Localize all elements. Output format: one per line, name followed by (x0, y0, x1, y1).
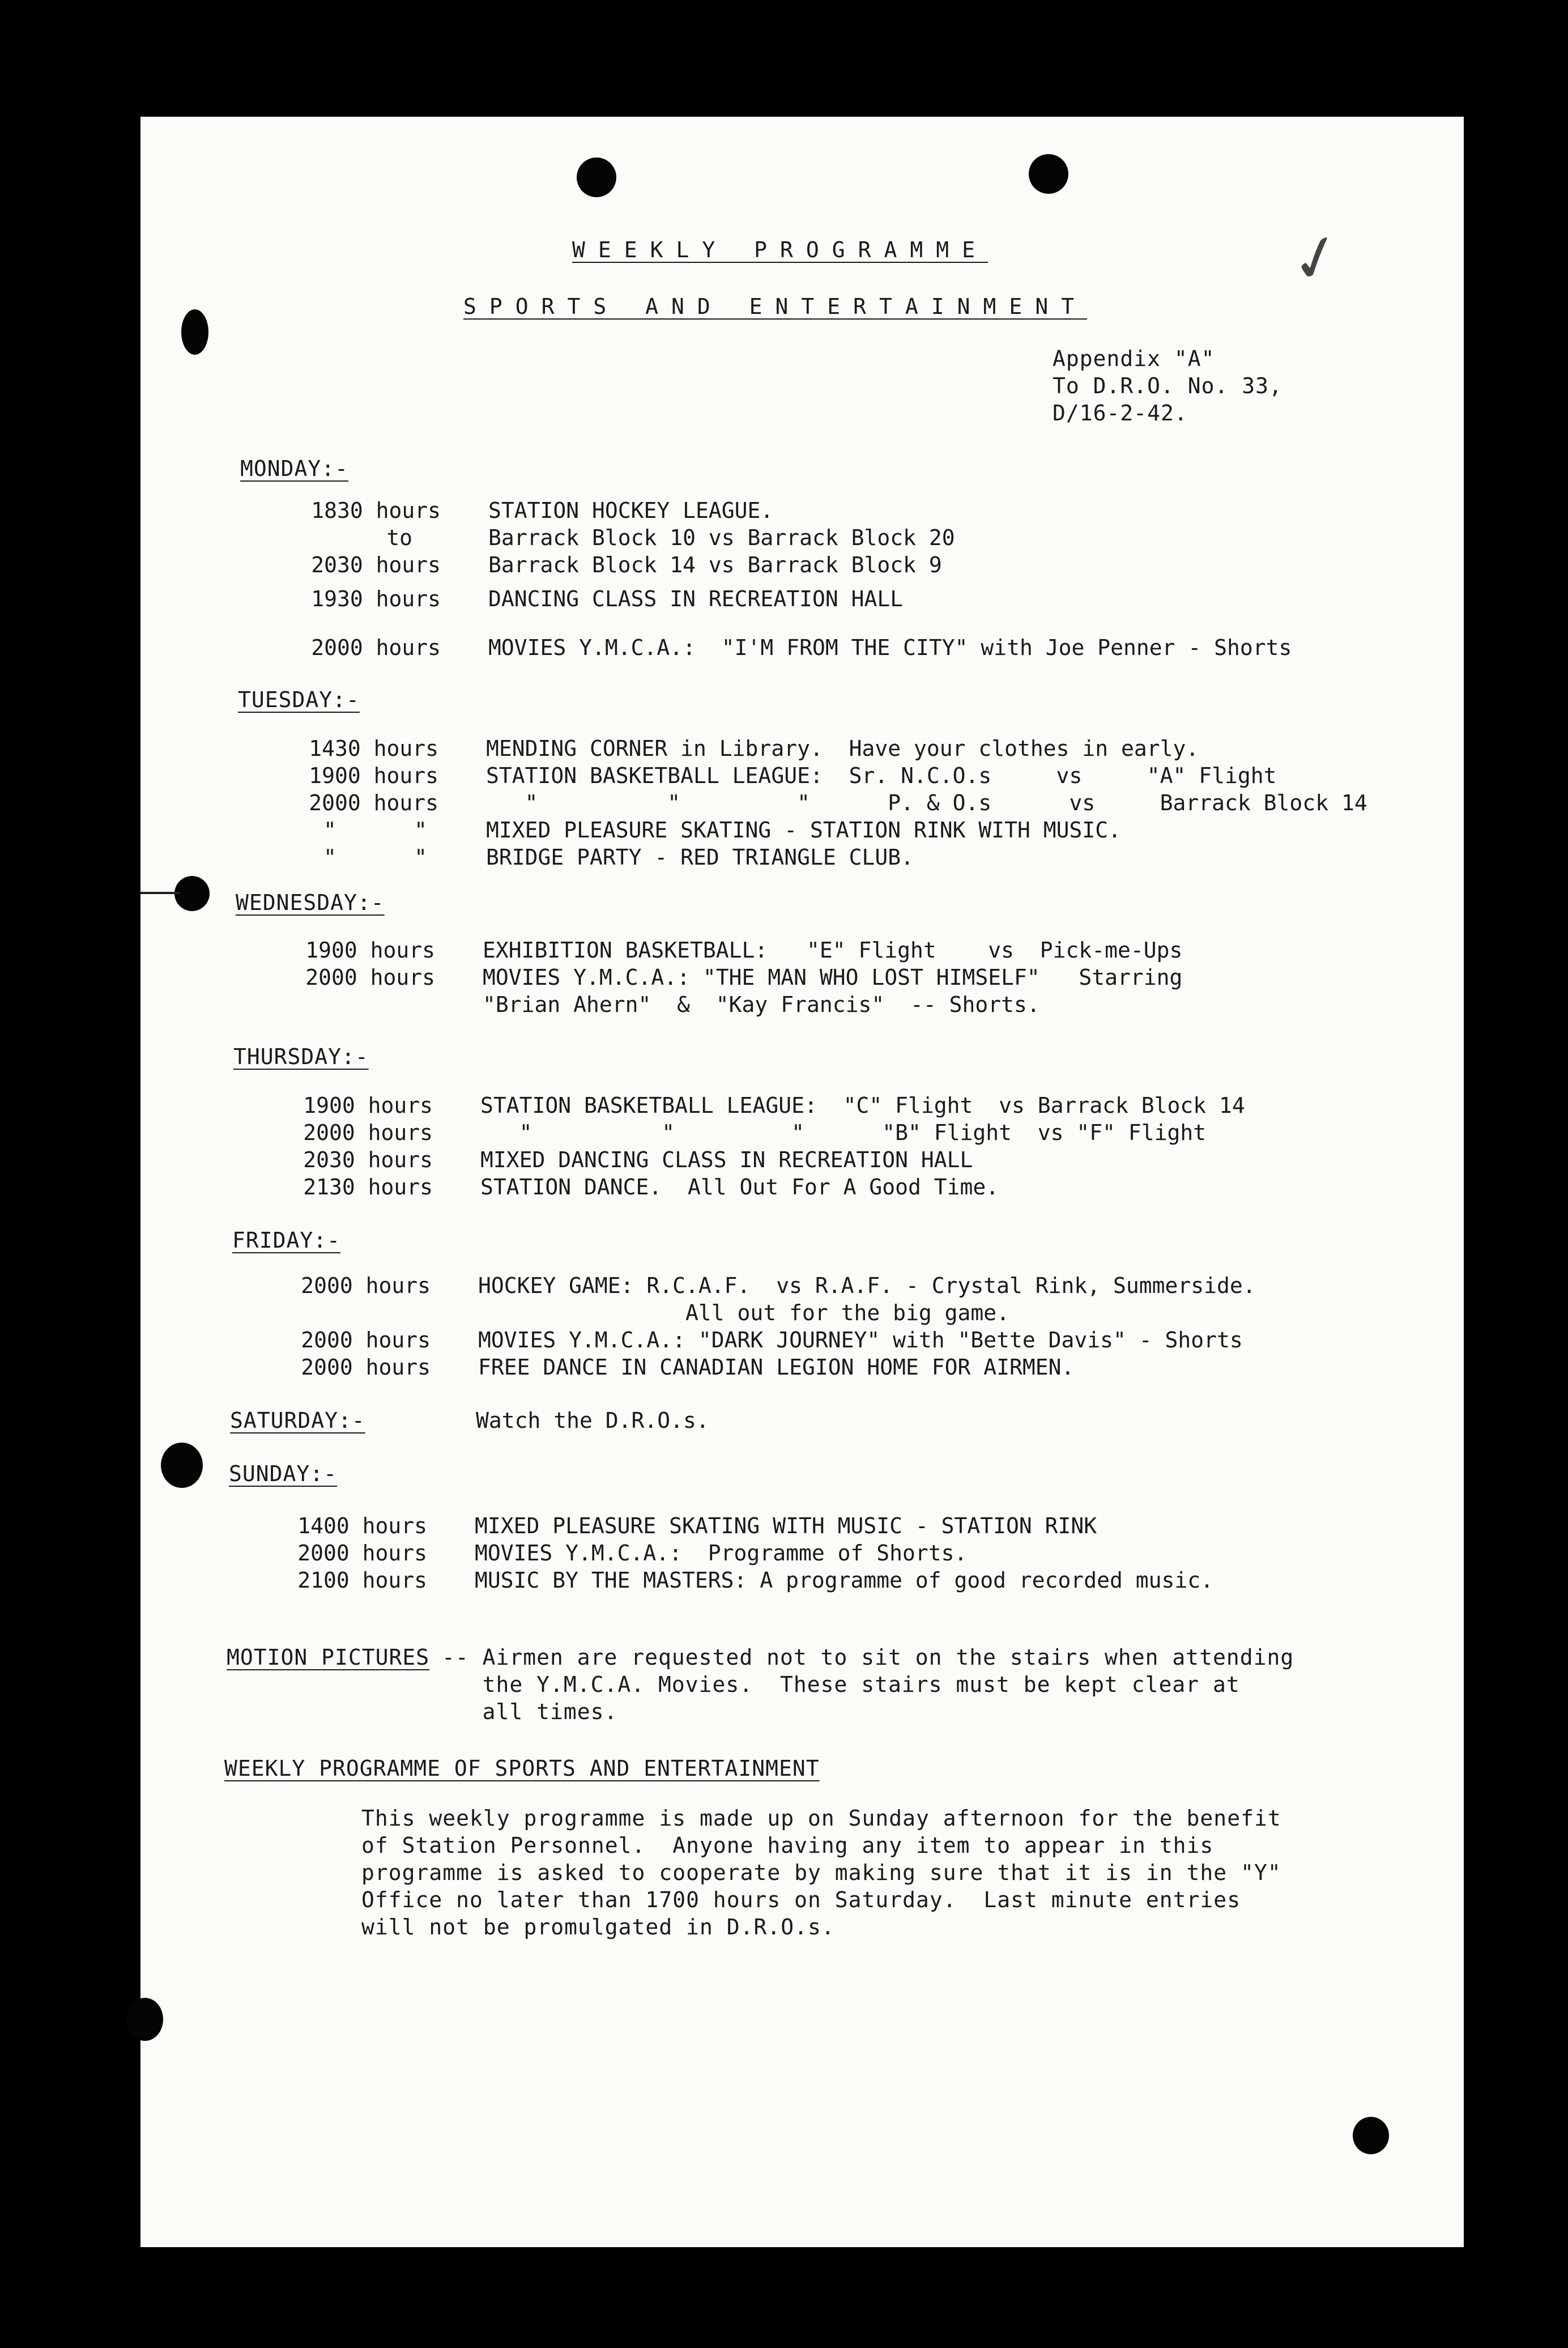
event-cell: MOVIES Y.M.C.A.: "DARK JOURNEY" with "Bette Davis" - Shorts (478, 1328, 1243, 1352)
time-cell: 2000 hours (301, 1355, 431, 1380)
time-cell: to (386, 525, 412, 550)
time-cell: 2000 hours (309, 790, 438, 815)
event-cell: MOVIES Y.M.C.A.: "I'M FROM THE CITY" with Joe Penner - Shorts (488, 635, 1292, 660)
time-cell: 1930 hours (311, 586, 441, 611)
weekly-note-line: of Station Personnel. Anyone having any item to appear in this (361, 1833, 1214, 1858)
time-cell: " " (323, 818, 427, 843)
motion-pictures-line: -- Airmen are requested not to sit on the stairs when attending (442, 1645, 1294, 1670)
event-cell: EXHIBITION BASKETBALL: "E" Flight vs Pick-me-Ups (483, 938, 1183, 963)
weekly-note-line: programme is asked to cooperate by making sure that it is in the "Y" (361, 1860, 1281, 1885)
event-cell: BRIDGE PARTY - RED TRIANGLE CLUB. (486, 845, 914, 870)
event-cell: STATION BASKETBALL LEAGUE: "C" Flight vs Barrack Block 14 (480, 1093, 1245, 1118)
event-cell: MOVIES Y.M.C.A.: "THE MAN WHO LOST HIMSELF" Starring (483, 965, 1183, 990)
weekly-note-line: Office no later than 1700 hours on Saturday. Last minute entries (361, 1887, 1241, 1912)
day-heading-thursday: THURSDAY:- (233, 1044, 369, 1069)
ink-blot (127, 1998, 163, 2041)
time-cell: 1900 hours (305, 938, 435, 963)
motion-pictures-label: MOTION PICTURES (227, 1645, 430, 1670)
check-mark-icon: ✓ (1282, 216, 1352, 300)
event-cell: "Brian Ahern" & "Kay Francis" -- Shorts. (483, 992, 1040, 1017)
time-cell: 2030 hours (303, 1147, 433, 1172)
event-cell: STATION HOCKEY LEAGUE. (488, 498, 774, 523)
ink-blot (181, 309, 208, 355)
day-heading-saturday: SATURDAY:- (230, 1408, 365, 1433)
event-cell: DANCING CLASS IN RECREATION HALL (488, 586, 904, 611)
event-cell: STATION DANCE. All Out For A Good Time. (480, 1175, 999, 1199)
motion-pictures-line: the Y.M.C.A. Movies. These stairs must be kept clear at (442, 1672, 1240, 1697)
weekly-note-heading: WEEKLY PROGRAMME OF SPORTS AND ENTERTAINMENT (224, 1756, 820, 1781)
event-cell: Watch the D.R.O.s. (476, 1408, 709, 1433)
event-cell: MUSIC BY THE MASTERS: A programme of good recorded music. (475, 1568, 1214, 1593)
day-heading-tuesday: TUESDAY:- (238, 687, 360, 712)
time-cell: 2030 hours (311, 552, 441, 577)
time-cell: 2000 hours (303, 1120, 433, 1145)
event-cell: HOCKEY GAME: R.C.A.F. vs R.A.F. - Crystal Rink, Summerside. (478, 1273, 1256, 1298)
ink-mark (140, 892, 180, 894)
time-cell: 2000 hours (305, 965, 435, 990)
event-cell: " " " P. & O.s vs Barrack Block 14 (486, 790, 1367, 815)
event-cell: " " " "B" Flight vs "F" Flight (480, 1120, 1207, 1145)
time-cell: 2000 hours (301, 1328, 431, 1352)
time-cell: 1430 hours (309, 736, 438, 761)
time-cell: 2000 hours (297, 1541, 427, 1566)
appendix-line-3: D/16-2-42. (1053, 401, 1188, 426)
punch-hole-right (1029, 154, 1068, 194)
appendix-line-2: To D.R.O. No. 33, (1053, 373, 1282, 398)
motion-pictures-line: all times. (442, 1699, 618, 1724)
time-cell: 1400 hours (297, 1513, 427, 1538)
time-cell: 1830 hours (311, 498, 441, 523)
document-page (140, 117, 1464, 2247)
time-cell: " " (323, 845, 427, 870)
weekly-note-line: will not be promulgated in D.R.O.s. (361, 1915, 835, 1939)
time-cell: 2000 hours (301, 1273, 431, 1298)
day-heading-wednesday: WEDNESDAY:- (236, 890, 385, 915)
weekly-note-line: This weekly programme is made up on Sunday afternoon for the benefit (361, 1806, 1281, 1831)
event-cell: MOVIES Y.M.C.A.: Programme of Shorts. (475, 1541, 968, 1566)
event-cell: FREE DANCE IN CANADIAN LEGION HOME FOR AIRMEN. (478, 1355, 1075, 1380)
time-cell: 1900 hours (309, 763, 438, 788)
appendix-line-1: Appendix "A" (1053, 346, 1215, 371)
day-heading-sunday: SUNDAY:- (229, 1461, 338, 1486)
day-heading-monday: MONDAY:- (240, 456, 349, 481)
event-cell: MIXED DANCING CLASS IN RECREATION HALL (480, 1147, 973, 1172)
page-subtitle: SPORTS AND ENTERTAINMENT (463, 294, 1088, 319)
event-cell: All out for the big game. (478, 1300, 1009, 1325)
day-heading-friday: FRIDAY:- (232, 1228, 341, 1253)
event-cell: Barrack Block 14 vs Barrack Block 9 (488, 552, 942, 577)
event-cell: MENDING CORNER in Library. Have your clothes in early. (486, 736, 1199, 761)
time-cell: 2000 hours (311, 635, 441, 660)
page-title: WEEKLY PROGRAMME (572, 237, 988, 262)
time-cell: 1900 hours (303, 1093, 433, 1118)
ink-blot (1353, 2117, 1389, 2154)
event-cell: Barrack Block 10 vs Barrack Block 20 (488, 525, 955, 550)
event-cell: STATION BASKETBALL LEAGUE: Sr. N.C.O.s vs "A" Flight (486, 763, 1277, 788)
event-cell: MIXED PLEASURE SKATING WITH MUSIC - STATION RINK (475, 1513, 1097, 1538)
time-cell: 2130 hours (303, 1175, 433, 1199)
ink-blot (161, 1443, 203, 1488)
event-cell: MIXED PLEASURE SKATING - STATION RINK WITH MUSIC. (486, 818, 1122, 843)
time-cell: 2100 hours (297, 1568, 427, 1593)
punch-hole-left (577, 158, 616, 197)
